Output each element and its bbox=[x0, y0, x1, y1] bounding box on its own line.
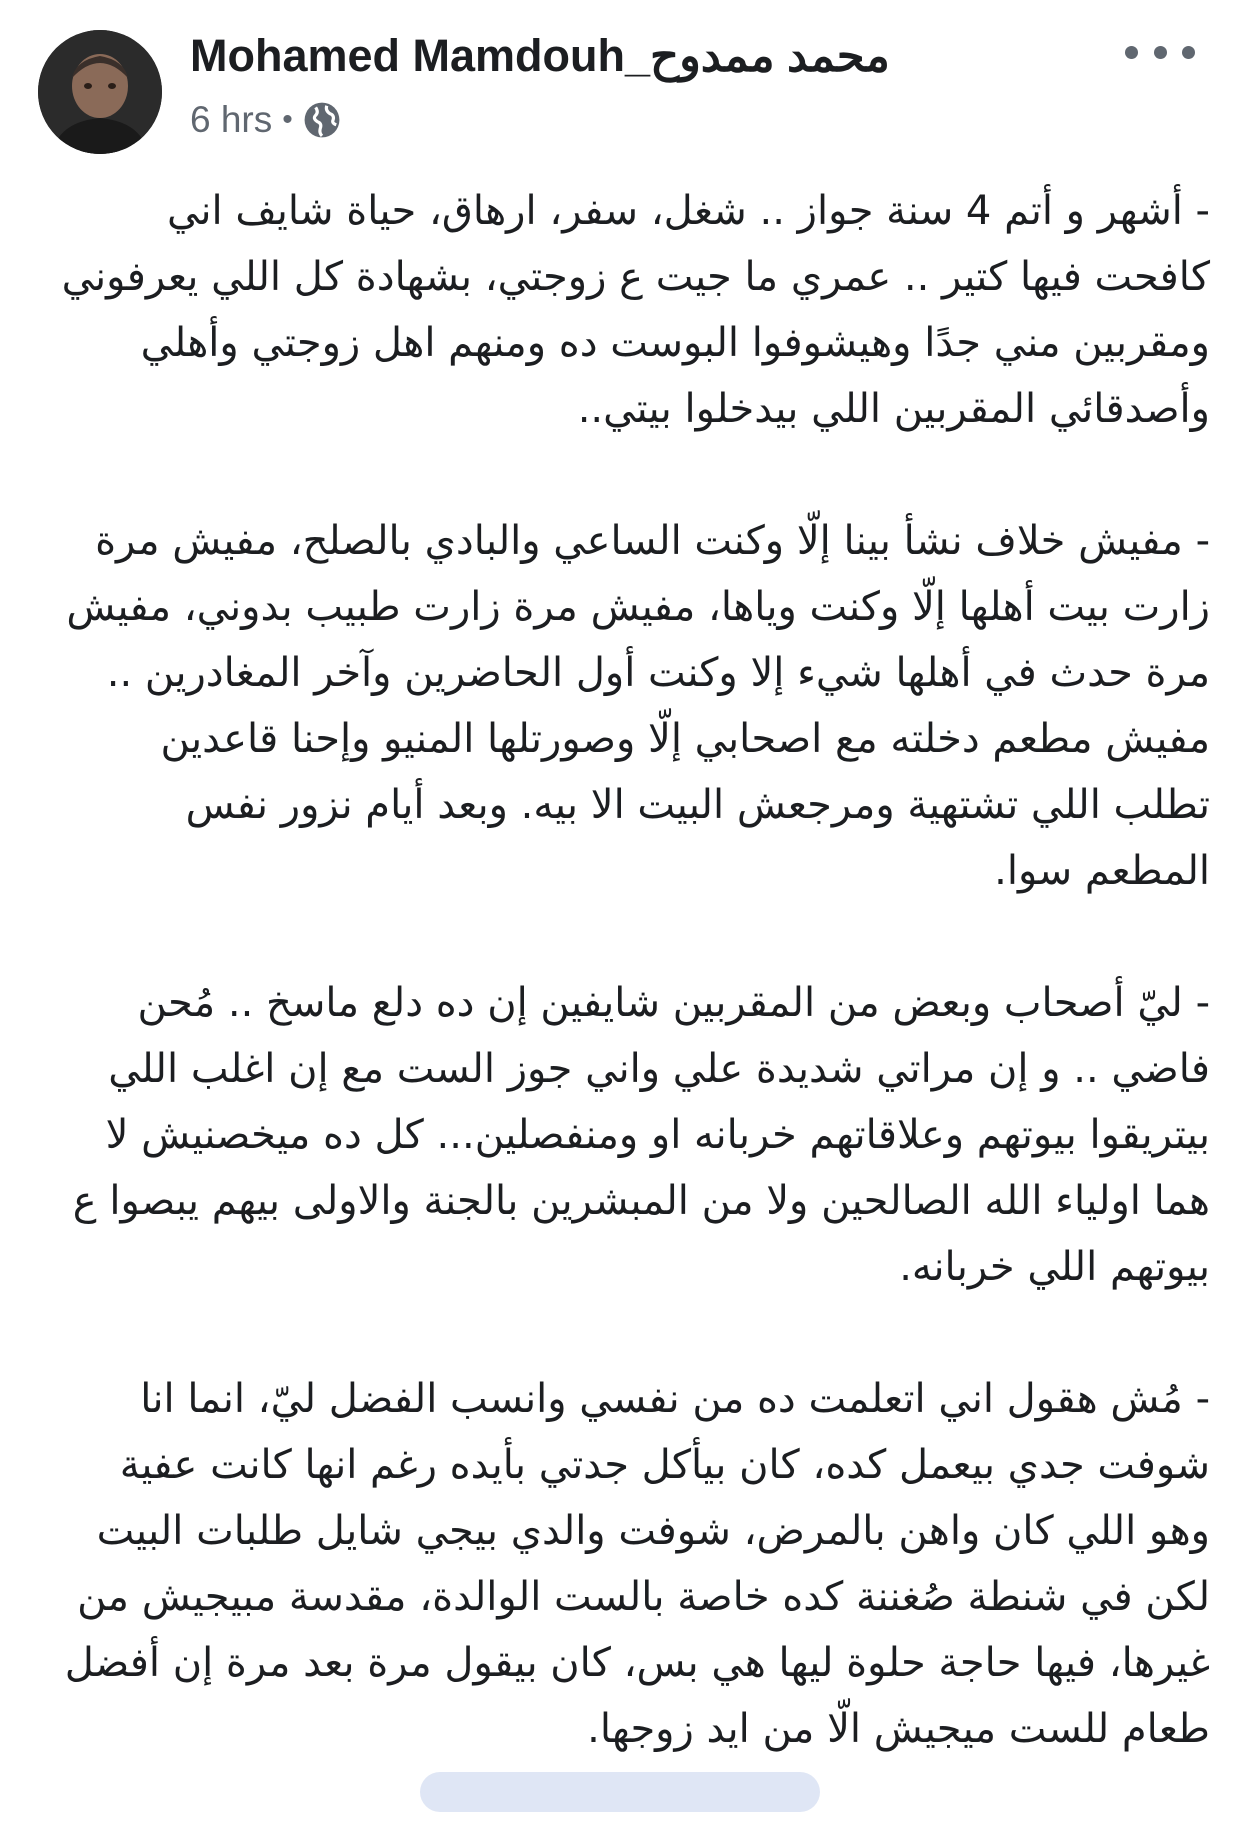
post-paragraph-1: - أشهر و أتم 4 سنة جواز .. شغل، سفر، ارهاق، حياة شايف اني كافحت فيها كتير .. عمري ما جيت ع زوجتي، بشهادة كل اللي يعرفوني ومقربين مني جدًا وهيشوفوا البوست ده ومنهم اهل زوجتي وأهلي وأصدقائي المقربين اللي بيدخلوا بيتي.. bbox=[61, 188, 1210, 432]
bottom-floating-pill[interactable] bbox=[420, 1772, 820, 1812]
meta-separator: • bbox=[282, 103, 293, 136]
more-options-button[interactable] bbox=[1125, 34, 1195, 70]
avatar[interactable] bbox=[38, 30, 162, 154]
post-paragraph-3: - ليّ أصحاب وبعض من المقربين شايفين إن ده دلع ماسخ .. مُحن فاضي .. و إن مراتي شديدة علي واني جوز الست مع إن اغلب اللي بيتريقوا بيوتهم وعلاقاتهم خربانه او ومنفصلين... كل ده ميخصنيش لا هما اولياء الله الصالحين ولا من المبشرين بالجنة والاولى بيهم يبصوا ع بيوتهم اللي خربانه. bbox=[72, 980, 1210, 1290]
post-meta bbox=[190, 96, 341, 144]
globe-icon[interactable] bbox=[303, 101, 341, 139]
author-name[interactable]: Mohamed Mamdouh_محمد ممدوح bbox=[190, 30, 890, 81]
more-horizontal-icon-dot bbox=[1154, 46, 1167, 59]
more-horizontal-icon-dot bbox=[1182, 46, 1195, 59]
post-header bbox=[0, 0, 1242, 160]
avatar-photo bbox=[38, 30, 162, 154]
post-paragraph-4: - مُش هقول اني اتعلمت ده من نفسي وانسب الفضل ليّ، انما انا شوفت جدي بيعمل كده، كان بيأكل جدتي بأيده رغم انها كانت عفية وهو اللي كان واهن بالمرض، شوفت والدي بيجي شايل طلبات البيت لكن في شنطة صُغننة كده خاصة بالست الوالدة، مقدسة مبيجيش من غيرها، فيها حاجة حلوة ليها هي بس، كان بيقول مرة بعد مرة إن أفضل طعام للست ميجيش الّا من ايد زوجها. bbox=[64, 1376, 1210, 1752]
post-time[interactable]: 6 hrs bbox=[190, 99, 273, 140]
post-paragraph-2: - مفيش خلاف نشأ بينا إلّا وكنت الساعي والبادي بالصلح، مفيش مرة زارت بيت أهلها إلّا وكنت وياها، مفيش مرة زارت طبيب بدوني، مفيش مرة حدث في أهلها شيء إلا وكنت أول الحاضرين وآخر المغادرين .. مفيش مطعم دخلته مع اصحابي إلّا وصورتلها المنيو وإحنا قاعدين تطلب اللي تشتهية ومرجعش البيت الا بيه. وبعد أيام نزور نفس المطعم سوا. bbox=[66, 518, 1210, 894]
post-text bbox=[60, 178, 1210, 1828]
more-horizontal-icon-dot bbox=[1125, 46, 1138, 59]
